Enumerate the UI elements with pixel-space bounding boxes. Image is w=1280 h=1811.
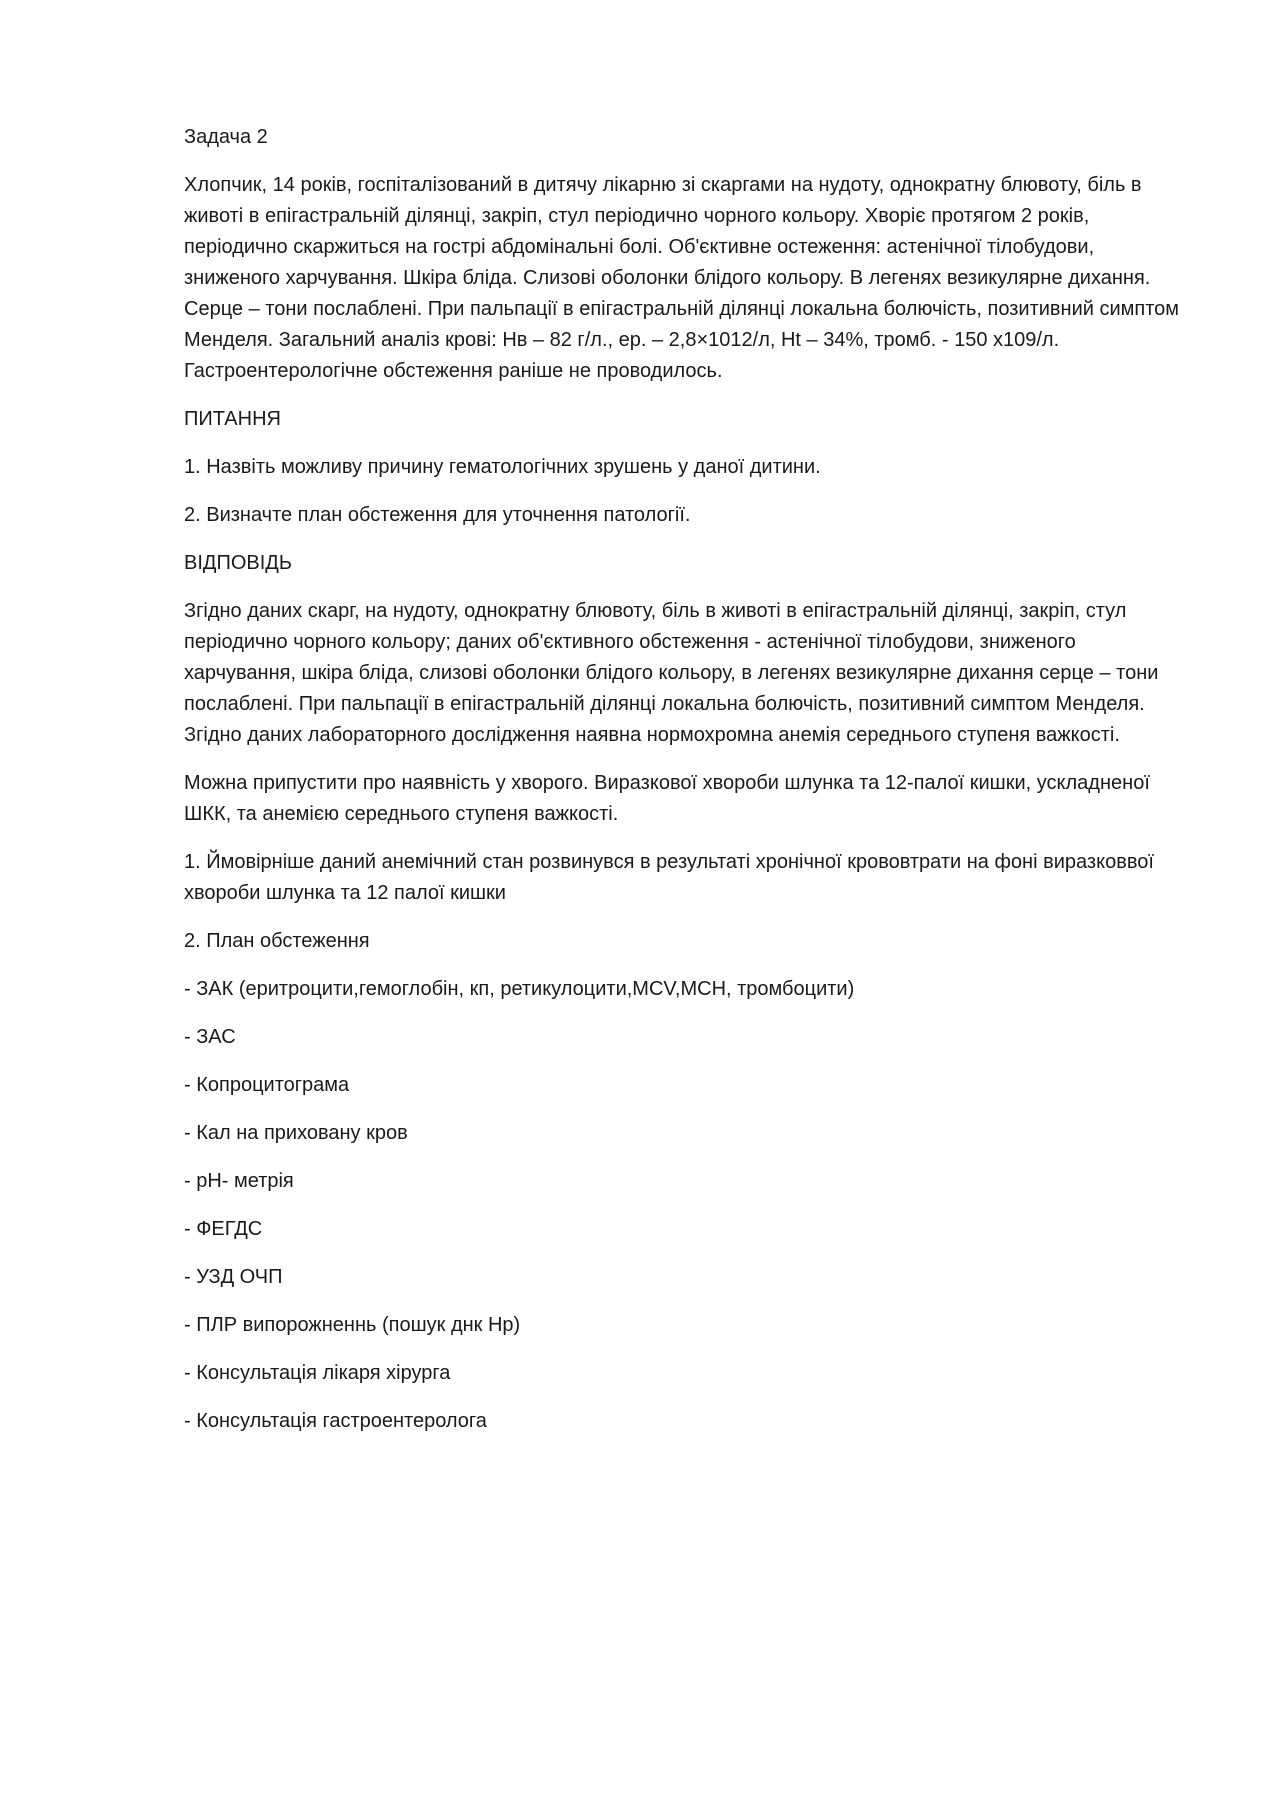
question-1: 1. Назвіть можливу причину гематологічних зрушень у даної дитини. [184, 456, 821, 478]
question-2: 2. Визначте план обстеження для уточнення патології. [184, 504, 691, 526]
answer-paragraph-2: Можна припустити про наявність у хворого. Виразкової хвороби шлунка та 12-палої кишки, ускладненої ШКК, та анемією середнього ступеня важкості. [184, 772, 1150, 825]
answer-paragraph-1: Згідно даних скарг, на нудоту, однократну блювоту, біль в животі в епігастральній ділянці, закріп, стул періодично чорного кольору; даних об'єктивного обстеження - астенічної тілобудови, зниженого харчування, шкіра бліда, слизові оболонки блідого кольору, в легенях везикулярне дихання серце – тони послаблені. При пальпації в епігастральній ділянці локальна болючість, позитивний симптом Менделя. Згідно даних лабораторного дослідження наявна нормохромна анемія середнього ступеня важкості. [184, 600, 1159, 746]
answer-2-heading: 2. План обстеження [184, 930, 370, 952]
plan-item: - ПЛР випорожненнь (пошук днк Hp) [184, 1314, 521, 1336]
plan-item: - Консультація гастроентеролога [184, 1410, 487, 1432]
plan-item: - ЗАС [184, 1026, 236, 1048]
case-description: Хлопчик, 14 років, госпіталізований в дитячу лікарню зі скаргами на нудоту, однократну блювоту, біль в животі в епігастральній ділянці, закріп, стул періодично чорного кольору. Хворіє протягом 2 років, періодично скаржиться на гострі абдомінальні болі. Об'єктивне остеження: астенічної тілобудови, зниженого харчування. Шкіра бліда. Слизові оболонки блідого кольору. В легенях везикулярне дихання. Серце – тони послаблені. При пальпації в епігастральній ділянці локальна болючість, позитивний симптом Менделя. Загальний аналіз крові: Нв – 82 г/л., ер. – 2,8×1012/л, Ht – 34%, тромб. - 150 х109/л. Гастроентерологічне обстеження раніше не проводилось. [184, 174, 1180, 382]
answer-1: 1. Ймовірніше даний анемічний стан розвинувся в результаті хронічної крововтрати на фоні виразковвої хвороби шлунка та 12 палої кишки [184, 851, 1154, 904]
plan-item: - ФЕГДС [184, 1218, 263, 1240]
plan-item: - рН- метрія [184, 1170, 294, 1192]
questions-heading: ПИТАННЯ [184, 408, 281, 430]
plan-item: - Копроцитограма [184, 1074, 350, 1096]
answer-heading: ВІДПОВІДЬ [184, 552, 292, 574]
plan-item: - Консультація лікаря хірурга [184, 1362, 451, 1384]
document-body [184, 122, 1192, 1454]
plan-item: - Кал на приховану кров [184, 1122, 408, 1144]
plan-item: - ЗАК (еритроцити,гемоглобін, кп, ретикулоцити,MCV,MCH, тромбоцити) [184, 978, 855, 1000]
task-title: Задача 2 [184, 126, 268, 148]
plan-item: - УЗД ОЧП [184, 1266, 283, 1288]
